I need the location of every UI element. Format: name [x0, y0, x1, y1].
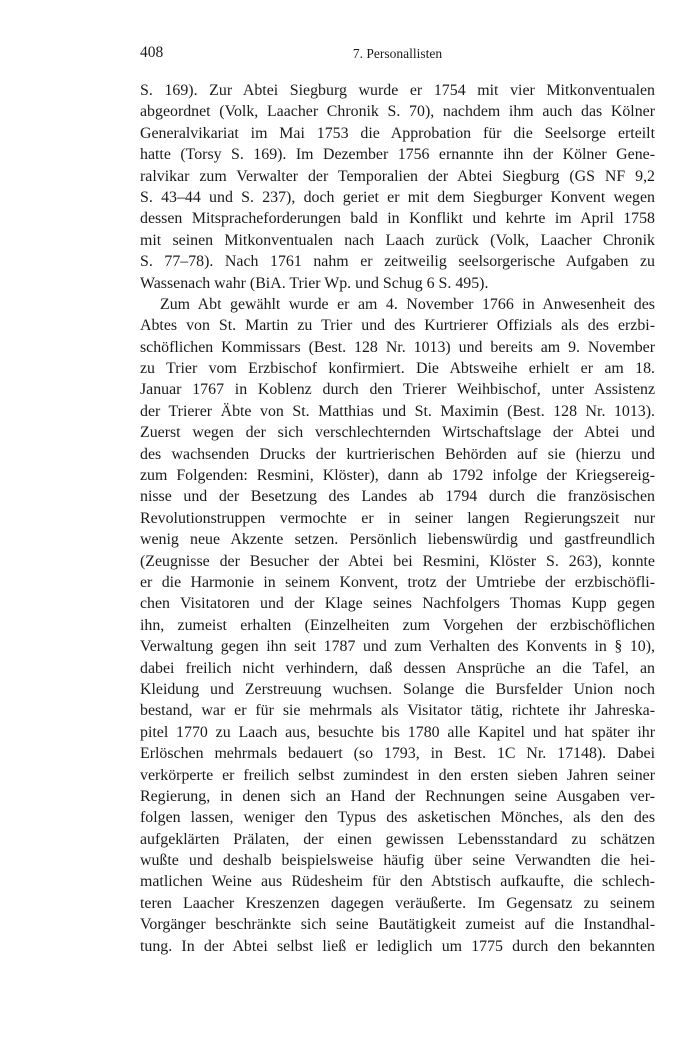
- text-line: teren Laacher Kreszenzen dagegen veräußerte. Im Gegensatz zu seinem: [140, 894, 655, 912]
- text-line: er die Harmonie in seinem Konvent, trotz der Umtriebe der erzbischöfli-: [140, 573, 655, 591]
- text-line: tung. In der Abtei selbst ließ er lediglich um 1775 durch den bekannten: [140, 937, 655, 955]
- text-line: aufgeklärten Prälaten, der einen gewissen Lebensstandard zu schätzen: [140, 830, 655, 848]
- text-line: mit seinen Mitkonventualen nach Laach zurück (Volk, Laacher Chronik: [140, 231, 655, 249]
- text-line: zum Folgenden: Resmini, Klöster), dann ab 1792 infolge der Kriegsereig-: [140, 467, 655, 485]
- text-line: Revolutionstruppen vermochte er in seiner langen Regierungszeit nur: [140, 509, 655, 527]
- text-line: Regierung, in denen sich an Hand der Rechnungen seine Ausgaben ver-: [140, 787, 655, 805]
- page-header: [140, 44, 655, 68]
- text-line: dabei freilich nicht verhindern, daß dessen Ansprüche an die Tafel, an: [140, 659, 655, 677]
- text-line: chen Visitatoren und der Klage seines Nachfolgers Thomas Kupp gegen: [140, 595, 655, 613]
- text-line: ralvikar zum Verwalter der Temporalien der Abtei Siegburg (GS NF 9,2: [140, 167, 655, 185]
- text-line: schöflichen Kommissars (Best. 128 Nr. 1013) und bereits am 9. November: [140, 338, 655, 356]
- text-line: matlichen Weine aus Rüdesheim für den Abtstisch aufkaufte, die schlech-: [140, 873, 655, 891]
- text-line: wußte und deshalb beispielsweise häufig über seine Verwandten die hei-: [140, 852, 655, 870]
- text-line: Wassenach wahr (BiA. Trier Wp. und Schug 6 S. 495).: [140, 274, 489, 292]
- text-line: folgen lassen, weniger den Typus des asketischen Mönches, als den des: [140, 809, 655, 827]
- text-line: ihn, zumeist erhalten (Einzelheiten zum Vorgehen der erzbischöflichen: [140, 616, 655, 634]
- text-line: hatte (Torsy S. 169). Im Dezember 1756 ernannte ihn der Kölner Gene-: [140, 146, 655, 164]
- text-line: bestand, war er für sie mehrmals als Visitator tätig, richtete ihr Jahreska-: [140, 702, 655, 720]
- body-text: [140, 80, 655, 957]
- text-line: Verwaltung gegen ihn seit 1787 und zum Verhalten des Konvents in § 10),: [140, 638, 655, 656]
- text-line: Generalvikariat im Mai 1753 die Approbation für die Seelsorge erteilt: [140, 124, 655, 142]
- text-line: zu Trier vom Erzbischof konfirmiert. Die Abtsweihe erhielt er am 18.: [140, 360, 655, 378]
- text-line: Vorgänger beschränkte sich seine Bautätigkeit zumeist auf die Instandhal-: [140, 916, 655, 934]
- text-line: Abtes von St. Martin zu Trier und des Kurtrierer Offizials als des erzbi-: [140, 317, 655, 335]
- text-line: Zuerst wegen der sich verschlechternden Wirtschaftslage der Abtei und: [140, 424, 655, 442]
- text-line: S. 77–78). Nach 1761 nahm er zeitweilig seelsorgerische Aufgaben zu: [140, 253, 655, 271]
- text-line: Januar 1767 in Koblenz durch den Trierer Weihbischof, unter Assistenz: [140, 381, 655, 399]
- text-line: wenig neue Akzente setzen. Persönlich liebenswürdig und gastfreundlich: [140, 531, 655, 549]
- text-line: dessen Mitspracheforderungen bald in Konflikt und kehrte im April 1758: [140, 210, 655, 228]
- text-line: S. 43–44 und S. 237), doch geriet er mit dem Siegburger Konvent wegen: [140, 188, 655, 206]
- text-line: abgeordnet (Volk, Laacher Chronik S. 70), nachdem ihm auch das Kölner: [140, 103, 655, 121]
- text-line: verkörperte er freilich selbst zumindest in den ersten sieben Jahren seiner: [140, 766, 655, 784]
- text-line: Kleidung und Zerstreuung wuchsen. Solange die Bursfelder Union noch: [140, 680, 655, 698]
- page-number: 408: [140, 44, 164, 61]
- text-line: der Trierer Äbte von St. Matthias und St. Maximin (Best. 128 Nr. 1013).: [140, 402, 655, 420]
- text-line: pitel 1770 zu Laach aus, besuchte bis 1780 alle Kapitel und hat später ihr: [140, 723, 655, 741]
- text-line: Zum Abt gewählt wurde er am 4. November 1766 in Anwesenheit des: [160, 295, 655, 313]
- text-line: des wachsenden Drucks der kurtrierischen Behörden auf sie (hierzu und: [140, 445, 655, 463]
- text-line: (Zeugnisse der Besucher der Abtei bei Resmini, Klöster S. 263), konnte: [140, 552, 655, 570]
- text-line: S. 169). Zur Abtei Siegburg wurde er 1754 mit vier Mitkonventualen: [140, 82, 655, 99]
- text-line: Erlöschen mehrmals bedauert (so 1793, in Best. 1C Nr. 17148). Dabei: [140, 745, 655, 763]
- text-line: nisse und der Besetzung des Landes ab 1794 durch die französischen: [140, 488, 655, 506]
- running-head: 7. Personallisten: [352, 46, 443, 61]
